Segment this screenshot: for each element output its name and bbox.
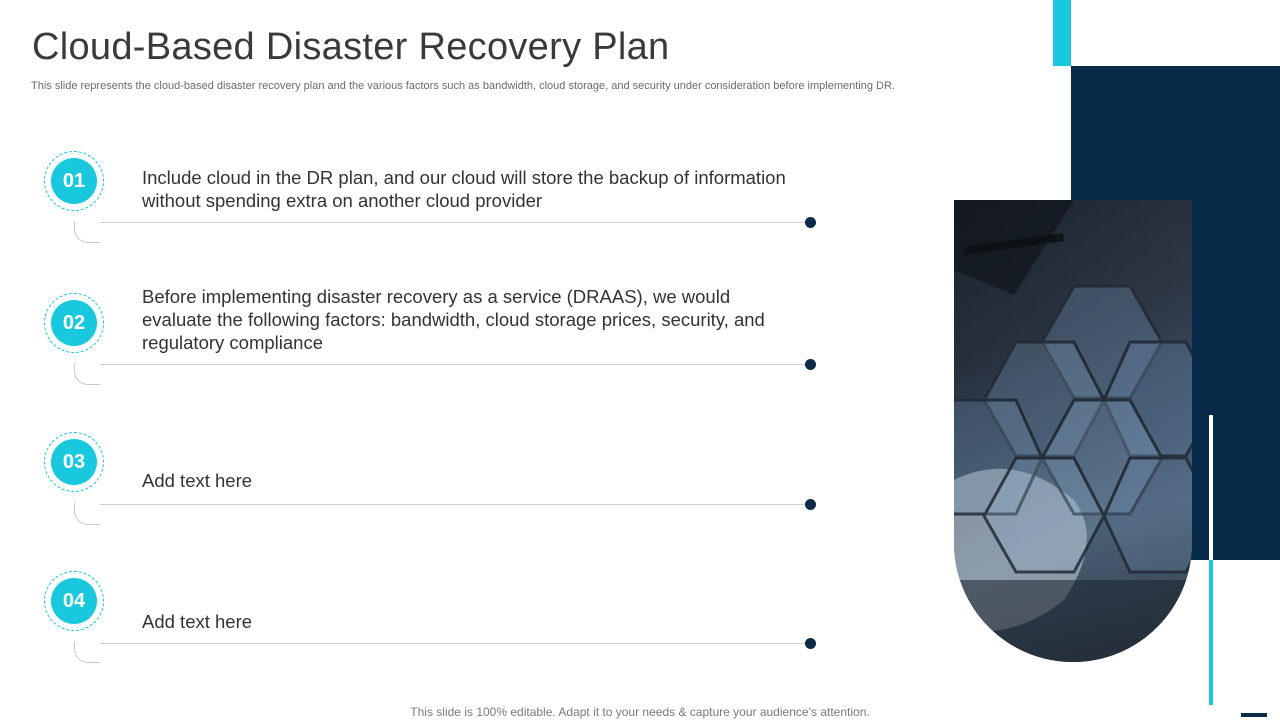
divider-line [100,504,810,505]
cloud-security-photo [954,200,1192,662]
item-text: Add text here [142,470,253,491]
slide-subtitle: This slide represents the cloud-based disaster recovery plan and the various factors such as bandwidth, cloud storage, and security under consideration before implementing DR. [31,80,895,92]
slide-title: Cloud-Based Disaster Recovery Plan [32,26,670,68]
connector-hook [74,363,100,385]
line-end-dot [805,359,816,370]
line-end-dot [805,638,816,649]
item-text: Add text here [142,611,253,632]
item-text: Before implementing disaster recovery as a service (DRAAS), we would evaluate the following factors: bandwidth, cloud storage prices, security, and regulatory compliance [142,286,765,353]
number-badge-ring [44,151,104,211]
accent-bar-top [1053,0,1071,66]
list-item-02 [0,286,830,402]
connector-hook [74,503,100,525]
number-badge-ring [44,571,104,631]
list-item-04 [0,571,830,681]
item-text: Include cloud in the DR plan, and our cloud will store the backup of information without spending extra on another cloud provider [142,167,786,211]
hexagon-overlay-graphic [954,200,1192,662]
white-accent-bar [1209,415,1213,560]
number-badge-ring [44,432,104,492]
number-badge: 03 [50,438,98,486]
connector-hook [74,641,100,663]
connector-hook [74,221,100,243]
list-item-01 [0,150,830,260]
divider-line [100,222,810,223]
line-end-dot [805,499,816,510]
number-badge: 01 [50,157,98,205]
divider-line [100,643,810,644]
divider-line [100,364,810,365]
number-badge: 04 [50,577,98,625]
number-badge: 02 [50,299,98,347]
slide-footer: This slide is 100% editable. Adapt it to your needs & capture your audience’s attention. [410,705,870,719]
list-item-03 [0,432,830,542]
line-end-dot [805,217,816,228]
number-badge-ring [44,293,104,353]
